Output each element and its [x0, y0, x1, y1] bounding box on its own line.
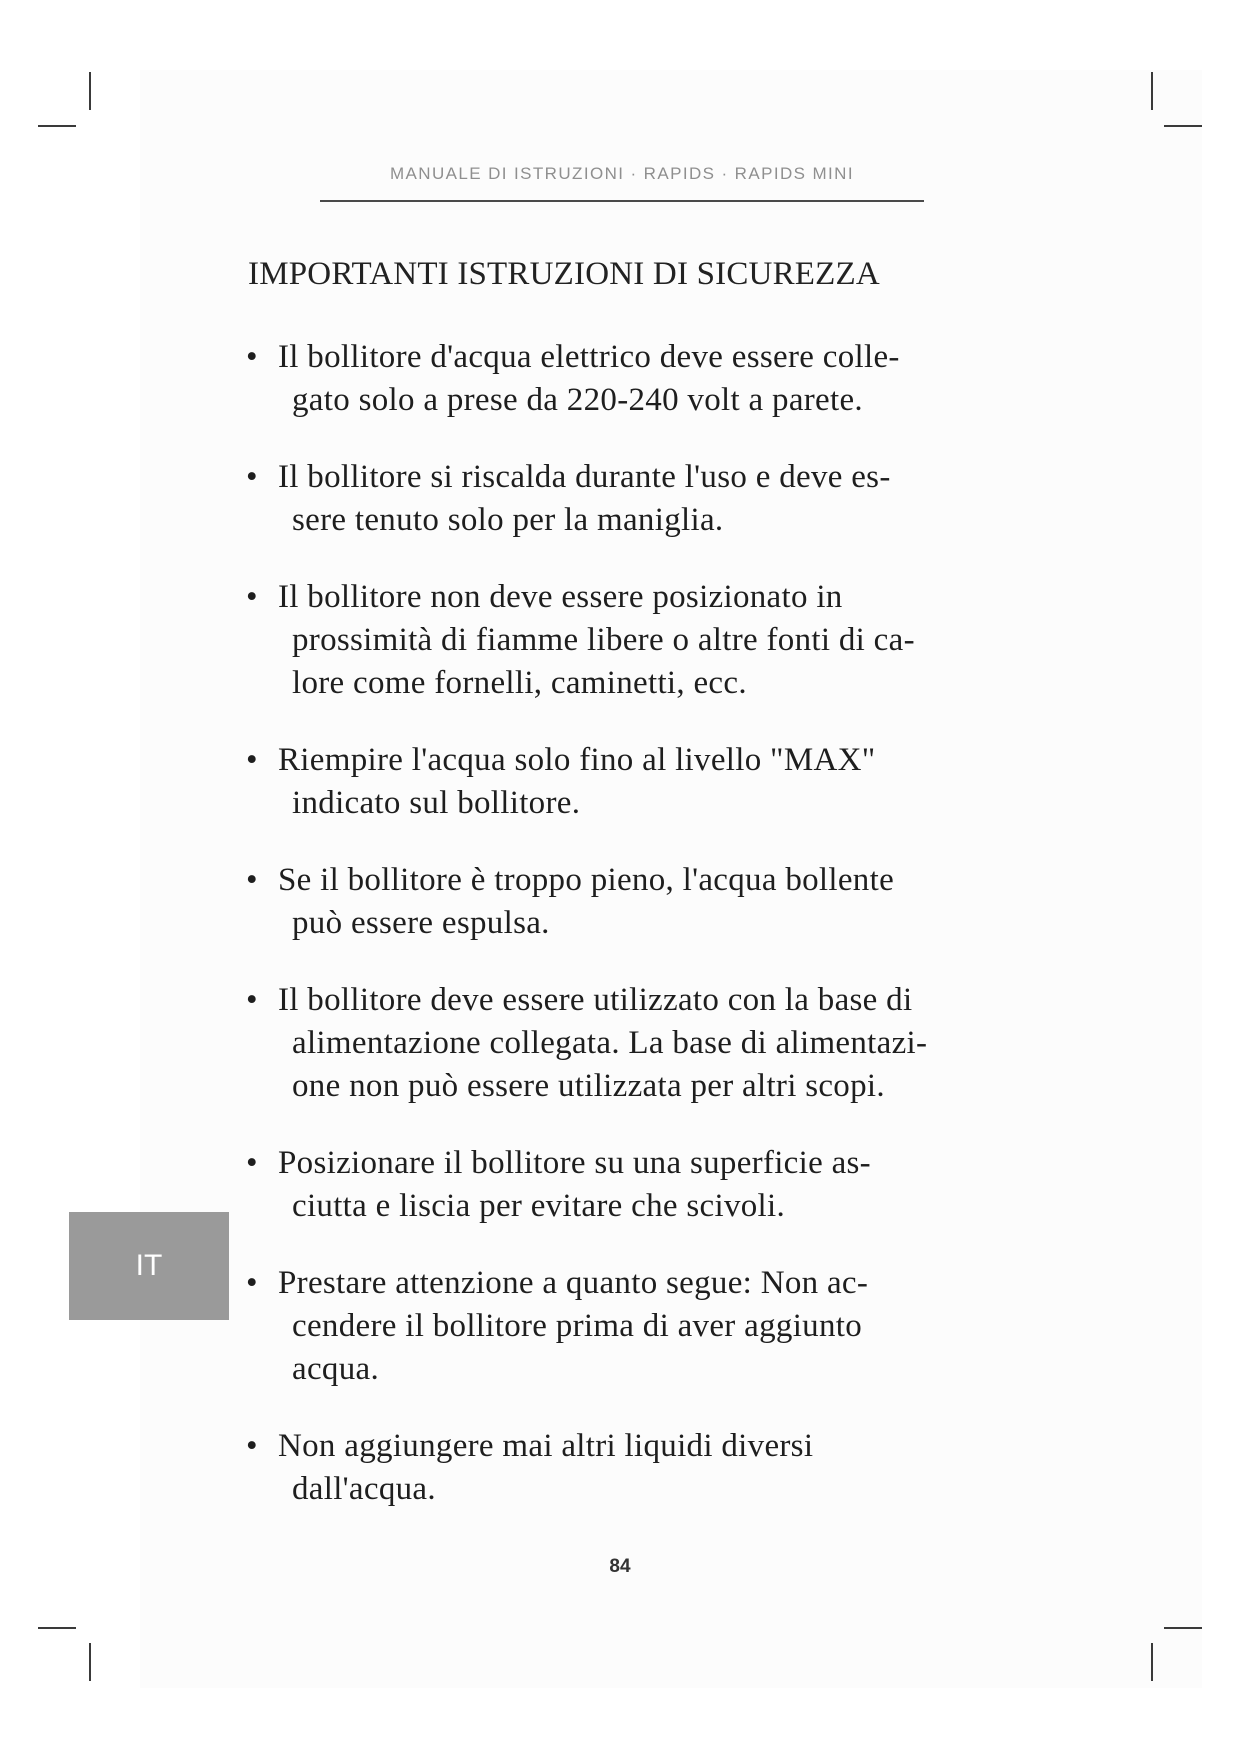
instruction-item: [246, 1142, 1026, 1228]
instruction-line: lore come fornelli, caminetti, ecc.: [292, 665, 747, 701]
page-number: 84: [609, 1556, 631, 1577]
section-title: IMPORTANTI ISTRUZIONI DI SICUREZZA: [248, 256, 880, 292]
instruction-item: [246, 1425, 1026, 1511]
crop-mark: [38, 1627, 76, 1629]
instruction-line: Il bollitore deve essere utilizzato con la base di: [278, 982, 913, 1018]
crop-mark: [38, 125, 76, 127]
crop-mark: [1164, 125, 1202, 127]
instruction-line: Non aggiungere mai altri liquidi diversi: [278, 1428, 814, 1464]
instruction-item: [246, 456, 1026, 542]
instruction-line: sere tenuto solo per la maniglia.: [292, 502, 724, 538]
bullet: •: [246, 339, 258, 375]
instruction-item: [246, 739, 1026, 825]
instruction-line: Il bollitore d'acqua elettrico deve essere colle-: [278, 339, 900, 375]
instruction-line: gato solo a prese da 220-240 volt a parete.: [292, 382, 863, 418]
crop-mark: [89, 1643, 91, 1681]
bullet: •: [246, 1265, 258, 1301]
running-head: MANUALE DI ISTRUZIONI · RAPIDS · RAPIDS MINI: [390, 164, 854, 183]
header-rule: [320, 200, 924, 202]
instruction-line: acqua.: [292, 1351, 379, 1387]
bullet: •: [246, 1428, 258, 1464]
instruction-line: Se il bollitore è troppo pieno, l'acqua bollente: [278, 862, 895, 898]
instruction-line: Il bollitore non deve essere posizionato in: [278, 579, 843, 615]
instruction-line: Posizionare il bollitore su una superficie as-: [278, 1145, 871, 1181]
instruction-line: Riempire l'acqua solo fino al livello "MAX": [278, 742, 876, 778]
crop-mark: [1151, 1643, 1153, 1681]
instruction-line: può essere espulsa.: [292, 905, 550, 941]
instruction-item: [246, 336, 1026, 422]
bullet: •: [246, 862, 258, 898]
instruction-line: Prestare attenzione a quanto segue: Non ac-: [278, 1265, 869, 1301]
instruction-line: indicato sul bollitore.: [292, 785, 581, 821]
instruction-line: one non può essere utilizzata per altri scopi.: [292, 1068, 885, 1104]
instruction-item: [246, 576, 1026, 705]
instruction-item: [246, 979, 1026, 1108]
language-tab: IT: [69, 1212, 229, 1320]
bullet: •: [246, 742, 258, 778]
instruction-item: [246, 1262, 1026, 1391]
instruction-line: prossimità di fiamme libere o altre fonti di ca-: [292, 622, 915, 658]
instruction-line: cendere il bollitore prima di aver aggiunto: [292, 1308, 863, 1344]
bullet: •: [246, 982, 258, 1018]
safety-instructions-list: [246, 336, 1026, 1511]
instruction-line: Il bollitore si riscalda durante l'uso e deve es-: [278, 459, 891, 495]
crop-mark: [1164, 1627, 1202, 1629]
instruction-line: alimentazione collegata. La base di alimentazi-: [292, 1025, 928, 1061]
instruction-line: dall'acqua.: [292, 1471, 436, 1507]
crop-mark: [1151, 72, 1153, 110]
bullet: •: [246, 1145, 258, 1181]
bullet: •: [246, 459, 258, 495]
instruction-item: [246, 859, 1026, 945]
bullet: •: [246, 579, 258, 615]
crop-mark: [89, 72, 91, 110]
instruction-line: ciutta e liscia per evitare che scivoli.: [292, 1188, 786, 1224]
